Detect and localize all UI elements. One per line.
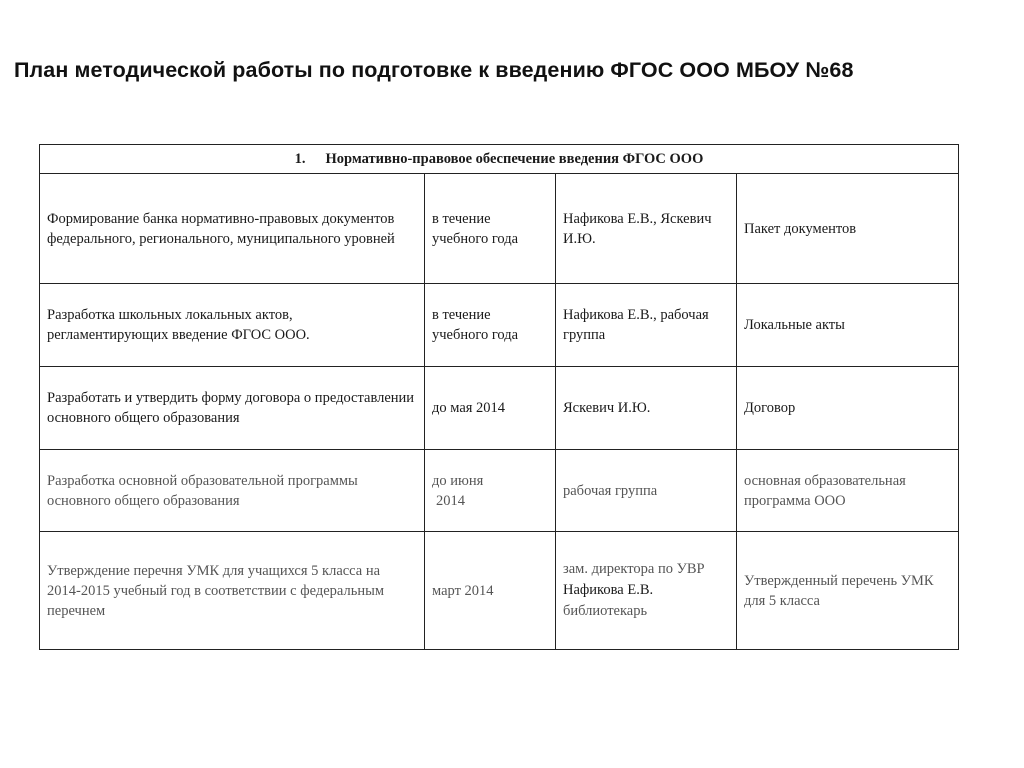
activity-cell: Разработка школьных локальных актов, регламентирующих введение ФГОС ООО. — [40, 284, 425, 367]
activity-cell: Формирование банка нормативно-правовых документов федерального, регионального, муниципального уровней — [40, 174, 425, 284]
section-header-row — [40, 145, 959, 174]
deadline-cell: в течение учебного года — [425, 284, 556, 367]
table-row — [40, 367, 959, 450]
result-cell: Пакет документов — [737, 174, 959, 284]
activity-cell: Разработка основной образовательной программы основного общего образования — [40, 450, 425, 532]
deadline-line: до июня — [432, 472, 484, 489]
activity-cell: Утверждение перечня УМК для учащихся 5 класса на 2014-2015 учебный год в соответствии с федеральным перечнем — [40, 532, 425, 650]
responsible-line: зам. директора по УВР — [563, 561, 705, 577]
responsible-cell: рабочая группа — [556, 450, 737, 532]
responsible-cell — [556, 532, 737, 650]
table-row — [40, 450, 959, 532]
responsible-cell: Нафикова Е.В., рабочая группа — [556, 284, 737, 367]
section-title: Нормативно-правовое обеспечение введения ФГОС ООО — [325, 151, 704, 167]
result-cell: основная образовательная программа ООО — [737, 450, 959, 532]
responsible-line: Нафикова Е.В. — [563, 582, 654, 598]
deadline-cell: до мая 2014 — [425, 367, 556, 450]
table-row — [40, 532, 959, 650]
table-row — [40, 174, 959, 284]
page-title: План методической работы по подготовке к введению ФГОС ООО МБОУ №68 — [14, 58, 854, 82]
responsible-line: библиотекарь — [563, 603, 648, 619]
section-number: 1. — [294, 151, 306, 167]
result-cell: Договор — [737, 367, 959, 450]
table-row — [40, 284, 959, 367]
result-cell: Утвержденный перечень УМК для 5 класса — [737, 532, 959, 650]
responsible-cell: Яскевич И.Ю. — [556, 367, 737, 450]
responsible-cell: Нафикова Е.В., Яскевич И.Ю. — [556, 174, 737, 284]
deadline-cell — [425, 450, 556, 532]
result-cell: Локальные акты — [737, 284, 959, 367]
activity-cell: Разработать и утвердить форму договора о предоставлении основного общего образования — [40, 367, 425, 450]
deadline-cell: март 2014 — [425, 532, 556, 650]
deadline-line: 2014 — [436, 492, 465, 509]
deadline-cell: в течение учебного года — [425, 174, 556, 284]
plan-table — [39, 144, 959, 650]
section-header-cell — [40, 145, 959, 174]
